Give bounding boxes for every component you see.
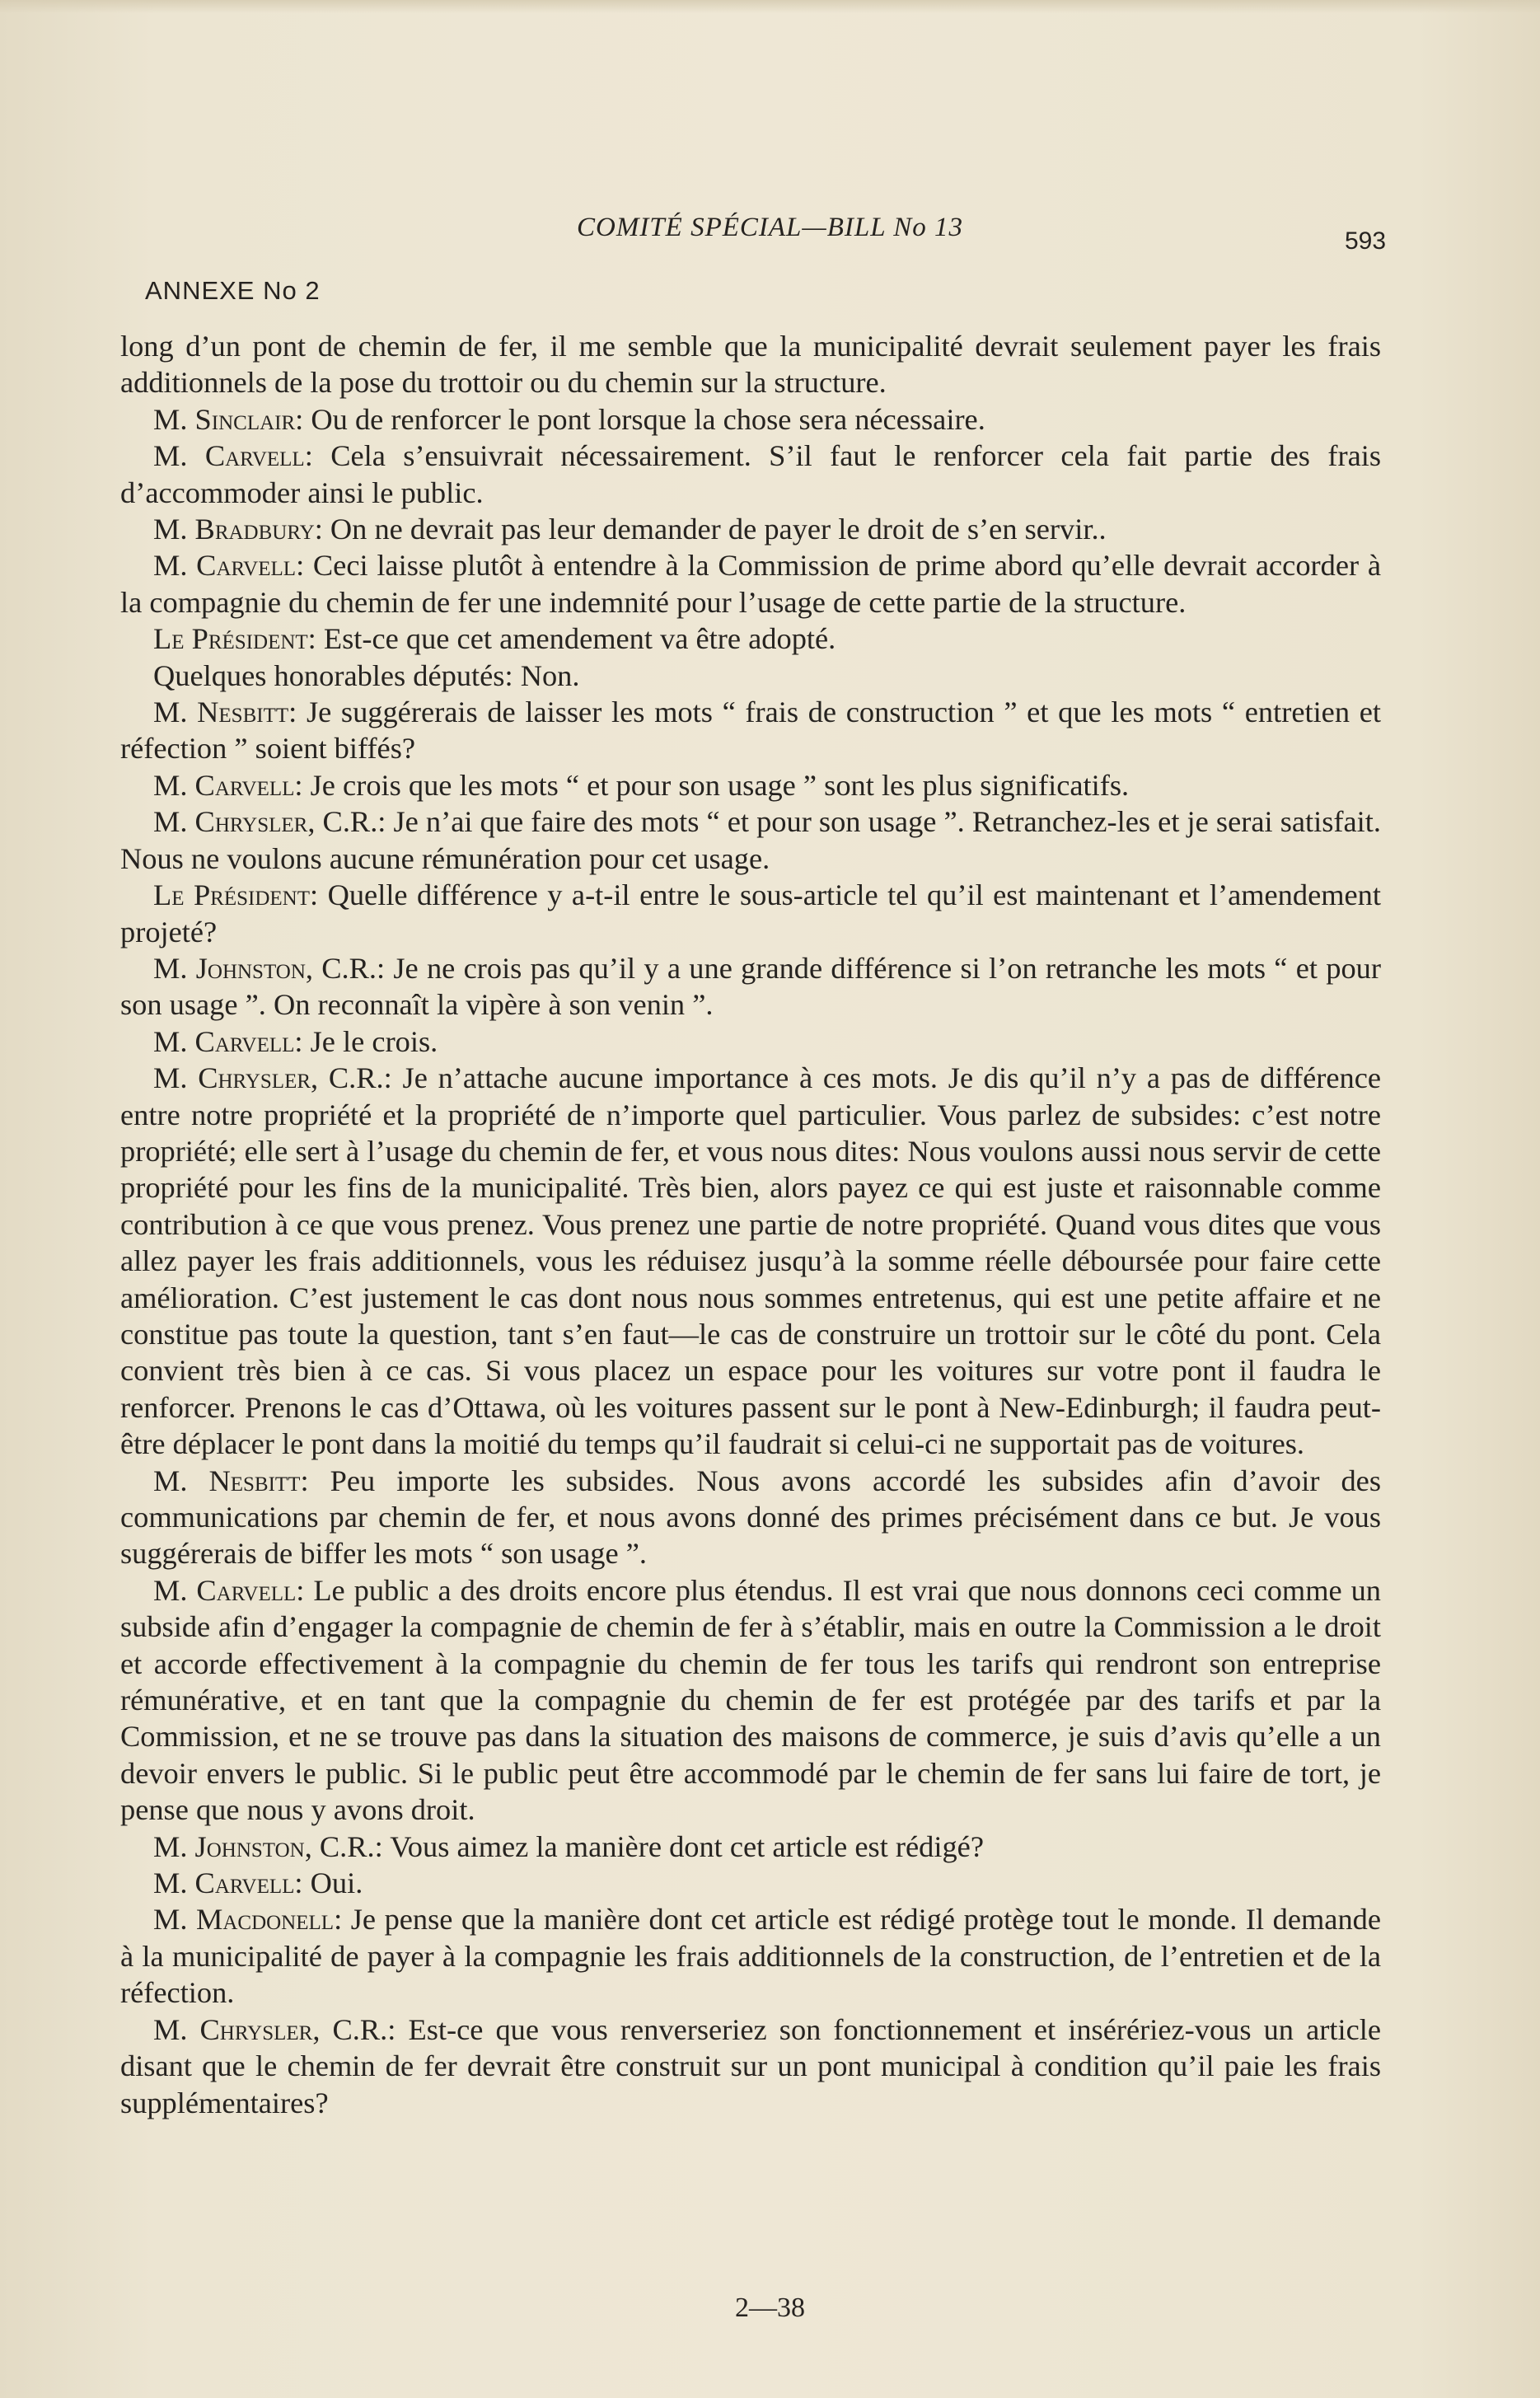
speaker-name: Le Président <box>153 878 311 912</box>
paragraph: M. Johnston, C.R.: Vous aimez la manière dont cet article est rédigé? <box>153 1829 984 1863</box>
paragraph-text: Est-ce que cet amendement va être adopté. <box>323 622 836 656</box>
paragraph-text: Je ne crois pas qu’il y a une grande différence si l’on retranche les mots “ et pour son usage ”. On reconnaît la vipère à son venin ”. <box>120 951 1381 1022</box>
page-number: 593 <box>1345 227 1387 255</box>
paragraph-text: Ceci laisse plutôt à entendre à la Commission de prime abord qu’elle devrait accorder à la compagnie du chemin de fer une indemnité pour l’usage de cette partie de la structure. <box>120 549 1381 619</box>
speaker-name: M. Bradbury <box>153 513 315 546</box>
speaker-name: M. Carvell <box>153 1866 295 1900</box>
speaker-name: M. Carvell <box>153 1024 295 1058</box>
paragraph: M. Carvell: Je crois que les mots “ et pour son usage ” sont les plus significatifs. <box>153 768 1130 802</box>
paragraph: M. Bradbury: On ne devrait pas leur demander de payer le droit de s’en servir.. <box>153 513 1107 546</box>
paragraph: Le Président: Quelle différence y a-t-il entre le sous-article tel qu’il est maintenant et l’amendement projeté? <box>120 878 1381 948</box>
paragraph: M. Sinclair: Ou de renforcer le pont lorsque la chose sera nécessaire. <box>153 402 985 436</box>
speaker-name: Le Président <box>153 622 308 656</box>
paragraph-text: Vous aimez la manière dont cet article est rédigé? <box>390 1829 984 1863</box>
page-top-edge <box>0 0 1540 13</box>
paragraph-text: Non. <box>520 658 580 692</box>
body-text <box>120 328 1381 2121</box>
paragraph-text: long d’un pont de chemin de fer, il me semble que la municipalité devrait seulement payer les frais additionnels de la pose du trottoir ou du chemin sur la structure. <box>120 330 1381 400</box>
paragraph: M. Carvell: Cela s’ensuivrait nécessairement. S’il faut le renforcer cela fait partie des frais d’accommoder ainsi le public. <box>120 439 1381 509</box>
speaker-name: M. Chrysler, C.R. <box>153 1061 384 1095</box>
paragraph: M. Carvell: Ceci laisse plutôt à entendre à la Commission de prime abord qu’elle devrait accorder à la compagnie du chemin de fer une indemnité pour l’usage de cette partie de la structure. <box>120 549 1381 619</box>
paragraph: M. Carvell: Oui. <box>153 1866 363 1900</box>
paragraph <box>120 328 1381 401</box>
paragraph: M. Nesbitt: Je suggérerais de laisser les mots “ frais de construction ” et que les mots “ entretien et réfection ” soient biffés? <box>120 696 1381 766</box>
annex-label: ANNEXE No 2 <box>145 276 321 305</box>
speaker-name: M. Carvell <box>153 768 295 802</box>
speaker-name: M. Nesbitt <box>153 696 289 729</box>
speaker-name: M. Carvell <box>153 439 305 473</box>
speaker-name: M. Johnston, C.R. <box>153 951 377 985</box>
paragraph-text: Ou de renforcer le pont lorsque la chose sera nécessaire. <box>311 402 985 436</box>
paragraph-text: Le public a des droits encore plus étendus. Il est vrai que nous donnons ceci comme un subside afin d’engager la compagnie de chemin de fer à s’établir, mais en outre la Commission a le droit et accorde effectivement à la compagnie du chemin de fer tous les tarifs qui rendront son entreprise rémunérative, et en tant que la compagnie du chemin de fer est protégée par des tarifs et par la Commission, et ne se trouve pas dans la situation des maisons de commerce, je suis d’avis qu’elle a un devoir envers le public. Si le public peut être accommodé par le chemin de fer sans lui faire de tort, je pense que nous y avons droit. <box>120 1573 1381 1827</box>
running-title: COMITÉ SPÉCIAL—BILL No 13 <box>576 213 964 242</box>
paragraph-text: Je suggérerais de laisser les mots “ frais de construction ” et que les mots “ entretien et réfection ” soient biffés? <box>120 696 1381 766</box>
paragraph: Quelques honorables députés: Non. <box>153 658 580 692</box>
speaker-name: Quelques honorables députés <box>153 658 505 692</box>
speaker-name: M. Johnston, C.R. <box>153 1829 375 1863</box>
paragraph: M. Nesbitt: Peu importe les subsides. Nous avons accordé les subsides afin d’avoir des communications par chemin de fer, et nous avons donné des primes précisément dans ce but. Je vous suggérerais de biffer les mots “ son usage ”. <box>120 1464 1381 1571</box>
speaker-name: M. Chrysler, C.R. <box>153 805 378 839</box>
paragraph: M. Chrysler, C.R.: Je n’ai que faire des mots “ et pour son usage ”. Retranchez-les et je serai satisfait. Nous ne voulons aucune rémunération pour cet usage. <box>120 805 1381 875</box>
speaker-name: M. Chrysler, C.R. <box>153 2012 388 2046</box>
speaker-name: M. Sinclair <box>153 402 296 436</box>
paragraph: M. Carvell: Le public a des droits encore plus étendus. Il est vrai que nous donnons ceci comme un subside afin d’engager la compagnie de chemin de fer à s’établir, mais en outre la Commission a le droit et accorde effectivement à la compagnie du chemin de fer tous les tarifs qui rendront son entreprise rémunérative, et en tant que la compagnie du chemin de fer est protégée par des tarifs et par la Commission, et ne se trouve pas dans la situation des maisons de commerce, je suis d’avis qu’elle a un devoir envers le public. Si le public peut être accommodé par le chemin de fer sans lui faire de tort, je pense que nous y avons droit. <box>120 1573 1381 1827</box>
paragraph-text: Oui. <box>310 1866 363 1900</box>
paragraph: M. Chrysler, C.R.: Est-ce que vous renverseriez son fonctionnement et insérériez-vous un article disant que le chemin de fer devrait être construit sur un pont municipal à condition qu’il paie les frais supplémentaires? <box>120 2012 1381 2119</box>
paragraph-text: Je pense que la manière dont cet article est rédigé protège tout le monde. Il demande à la municipalité de payer à la compagnie les frais additionnels de la construction, de l’entretien et de la réfection. <box>120 1903 1381 2010</box>
paragraph-text: Je le crois. <box>310 1024 438 1058</box>
speaker-name: M. Carvell <box>153 549 297 583</box>
printer-signature-mark: 2—38 <box>735 2293 805 2323</box>
paragraph-text: Je crois que les mots “ et pour son usage ” sont les plus significatifs. <box>310 768 1130 802</box>
paragraph: M. Macdonell: Je pense que la manière dont cet article est rédigé protège tout le monde. Il demande à la municipalité de payer à la compagnie les frais additionnels de la construction, de l’entretien et de la réfection. <box>120 1903 1381 2010</box>
paragraph: M. Johnston, C.R.: Je ne crois pas qu’il y a une grande différence si l’on retranche les mots “ et pour son usage ”. On reconnaît la vipère à son venin ”. <box>120 951 1381 1022</box>
paragraph-text: Cela s’ensuivrait nécessairement. S’il faut le renforcer cela fait partie des frais d’accommoder ainsi le public. <box>120 439 1381 509</box>
paragraph-text: Je n’ai que faire des mots “ et pour son usage ”. Retranchez-les et je serai satisfait. Nous ne voulons aucune rémunération pour cet usage. <box>120 805 1381 875</box>
paragraph: M. Chrysler, C.R.: Je n’attache aucune importance à ces mots. Je dis qu’il n’y a pas de différence entre notre propriété et la propriété de n’importe quel particulier. Vous parlez de subsides: c’est notre propriété; elle sert à l’usage du chemin de fer, et vous nous dites: Nous voulons aussi nous servir de cette propriété pour les fins de la municipalité. Très bien, alors payez ce qui est juste et raisonnable comme contribution à ce que vous prenez. Vous prenez une partie de notre propriété. Quand vous dites que vous allez payer les frais additionnels, vous les réduisez jusqu’à la somme réelle déboursée pour faire cette amélioration. C’est justement le cas dont nous nous sommes entretenus, qui est une petite affaire et ne constitue pas toute la question, tant s’en faut—le cas de construire un trottoir sur le côté du pont. Cela convient très bien à ce cas. Si vous placez un espace pour les voitures sur votre pont il faudra le renforcer. Prenons le cas d’Ottawa, où les voitures passent sur le pont à New-Edinburgh; il faudra peut-être déplacer le pont dans la moitié du temps qu’il faudrait si celui-ci ne supportait pas de voitures. <box>120 1061 1381 1461</box>
speaker-name: M. Carvell <box>153 1573 297 1607</box>
paragraph: M. Carvell: Je le crois. <box>153 1024 438 1058</box>
speaker-name: M. Nesbitt <box>153 1464 301 1497</box>
paragraph-text: Je n’attache aucune importance à ces mots. Je dis qu’il n’y a pas de différence entre notre propriété et la propriété de n’importe quel particulier. Vous parlez de subsides: c’est notre propriété; elle sert à l’usage du chemin de fer, et vous nous dites: Nous voulons aussi nous servir de cette propriété pour les fins de la municipalité. Très bien, alors payez ce qui est juste et raisonnable comme contribution à ce que vous prenez. Vous prenez une partie de notre propriété. Quand vous dites que vous allez payer les frais additionnels, vous les réduisez jusqu’à la somme réelle déboursée pour faire cette amélioration. C’est justement le cas dont nous nous sommes entretenus, qui est une petite affaire et ne constitue pas toute la question, tant s’en faut—le cas de construire un trottoir sur le côté du pont. Cela convient très bien à ce cas. Si vous placez un espace pour les voitures sur votre pont il faudra le renforcer. Prenons le cas d’Ottawa, où les voitures passent sur le pont à New-Edinburgh; il faudra peut-être déplacer le pont dans la moitié du temps qu’il faudrait si celui-ci ne supportait pas de voitures. <box>120 1061 1381 1461</box>
paragraph-text: Quelle différence y a-t-il entre le sous-article tel qu’il est maintenant et l’amendement projeté? <box>120 878 1381 948</box>
paragraph-text: On ne devrait pas leur demander de payer le droit de s’en servir.. <box>330 513 1107 546</box>
paragraph-text: Peu importe les subsides. Nous avons accordé les subsides afin d’avoir des communications par chemin de fer, et nous avons donné des primes précisément dans ce but. Je vous suggérerais de biffer les mots “ son usage ”. <box>120 1464 1381 1571</box>
paragraph-text: Est-ce que vous renverseriez son fonctionnement et insérériez-vous un article disant que le chemin de fer devrait être construit sur un pont municipal à condition qu’il paie les frais supplémentaires? <box>120 2012 1381 2119</box>
speaker-name: M. Macdonell <box>153 1903 335 1937</box>
paragraph: Le Président: Est-ce que cet amendement va être adopté. <box>153 622 836 656</box>
